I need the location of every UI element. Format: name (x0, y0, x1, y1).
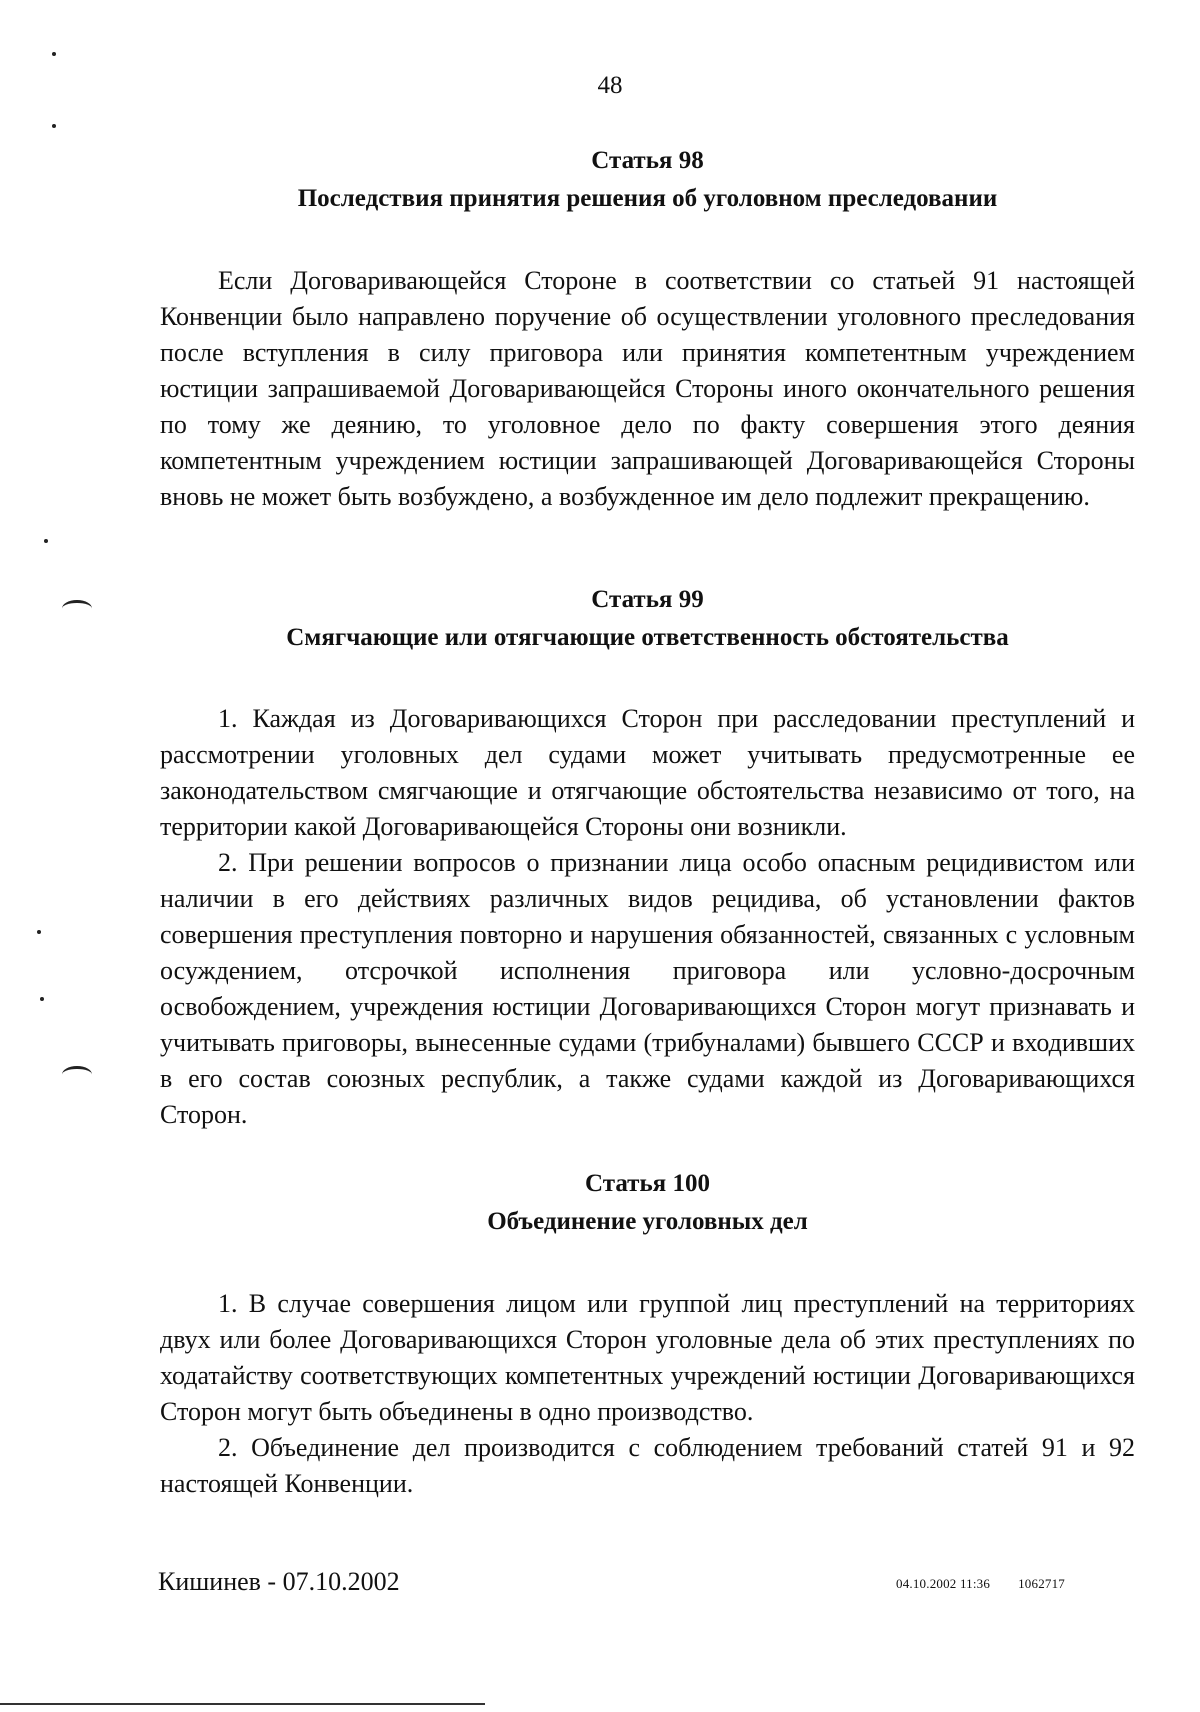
article-title: Статья 99 (591, 586, 704, 613)
article-title: Статья 98 (591, 147, 704, 174)
article-paragraph: 2. При решении вопросов о признании лица особо опасным рецидивистом или наличии в его действиях различных видов рецидива, об установлении фактов совершения преступления повторно и нарушения обязанностей, связанных с условным осуждением, отсрочкой исполнения приговора или условно-досрочным освобождением, учреждения юстиции Договаривающихся Сторон могут признавать и учитывать приговоры, вынесенные судами (трибуналами) бывшего СССР и входивших в его состав союзных республик, а также судами каждой из Договаривающихся Сторон. (160, 848, 1135, 1129)
article-subtitle: Смягчающие или отягчающие ответственность обстоятельства (286, 624, 1009, 651)
stamp-datetime: 04.10.2002 11:36 (896, 1576, 991, 1591)
article-98 (160, 142, 1135, 515)
scan-speck (40, 997, 44, 1001)
footer-place-date: Кишинев - 07.10.2002 (158, 1567, 400, 1596)
scan-speck (52, 124, 56, 128)
scan-edge-line (0, 1703, 485, 1705)
punch-hole-mark (62, 1066, 92, 1083)
page-number: 48 (597, 72, 623, 99)
article-100 (160, 1165, 1135, 1502)
article-subtitle: Последствия принятия решения об уголовном преследовании (297, 185, 998, 212)
scan-speck (44, 539, 48, 543)
footer-stamp (896, 1576, 1093, 1592)
article-paragraph: 2. Объединение дел производится с соблюдением требований статей 91 и 92 настоящей Конвенции. (160, 1433, 1135, 1498)
scan-speck (37, 930, 41, 934)
article-title: Статья 100 (585, 1170, 710, 1197)
article-99 (160, 581, 1135, 1133)
punch-hole-mark (62, 600, 92, 617)
scan-speck (52, 52, 56, 56)
article-paragraph: 1. Каждая из Договаривающихся Сторон при расследовании преступлений и рассмотрении уголовных дел судами может учитывать предусмотренные ее законодательством смягчающие и отягчающие обстоятельства независимо от того, на территории какой Договаривающейся Стороны они возникли. (160, 704, 1135, 841)
article-subtitle: Объединение уголовных дел (487, 1208, 808, 1235)
article-paragraph: 1. В случае совершения лицом или группой лиц преступлений на территориях двух или более Договаривающихся Сторон уголовные дела об этих преступлениях по ходатайству соответствующих компетентных учреждений юстиции Договаривающихся Сторон могут быть объединены в одно производство. (160, 1289, 1135, 1426)
article-paragraph: Если Договаривающейся Стороне в соответствии со статьей 91 настоящей Конвенции было направлено поручение об осуществлении уголовного преследования после вступления в силу приговора или принятия компетентным учреждением юстиции запрашиваемой Договаривающейся Стороны иного окончательного решения по тому же деянию, то уголовное дело по факту совершения этого деяния компетентным учреждением юстиции запрашивающей Договаривающейся Стороны вновь не может быть возбуждено, а возбужденное им дело подлежит прекращению. (160, 266, 1135, 511)
doc-number: 1062717 (1018, 1576, 1065, 1591)
